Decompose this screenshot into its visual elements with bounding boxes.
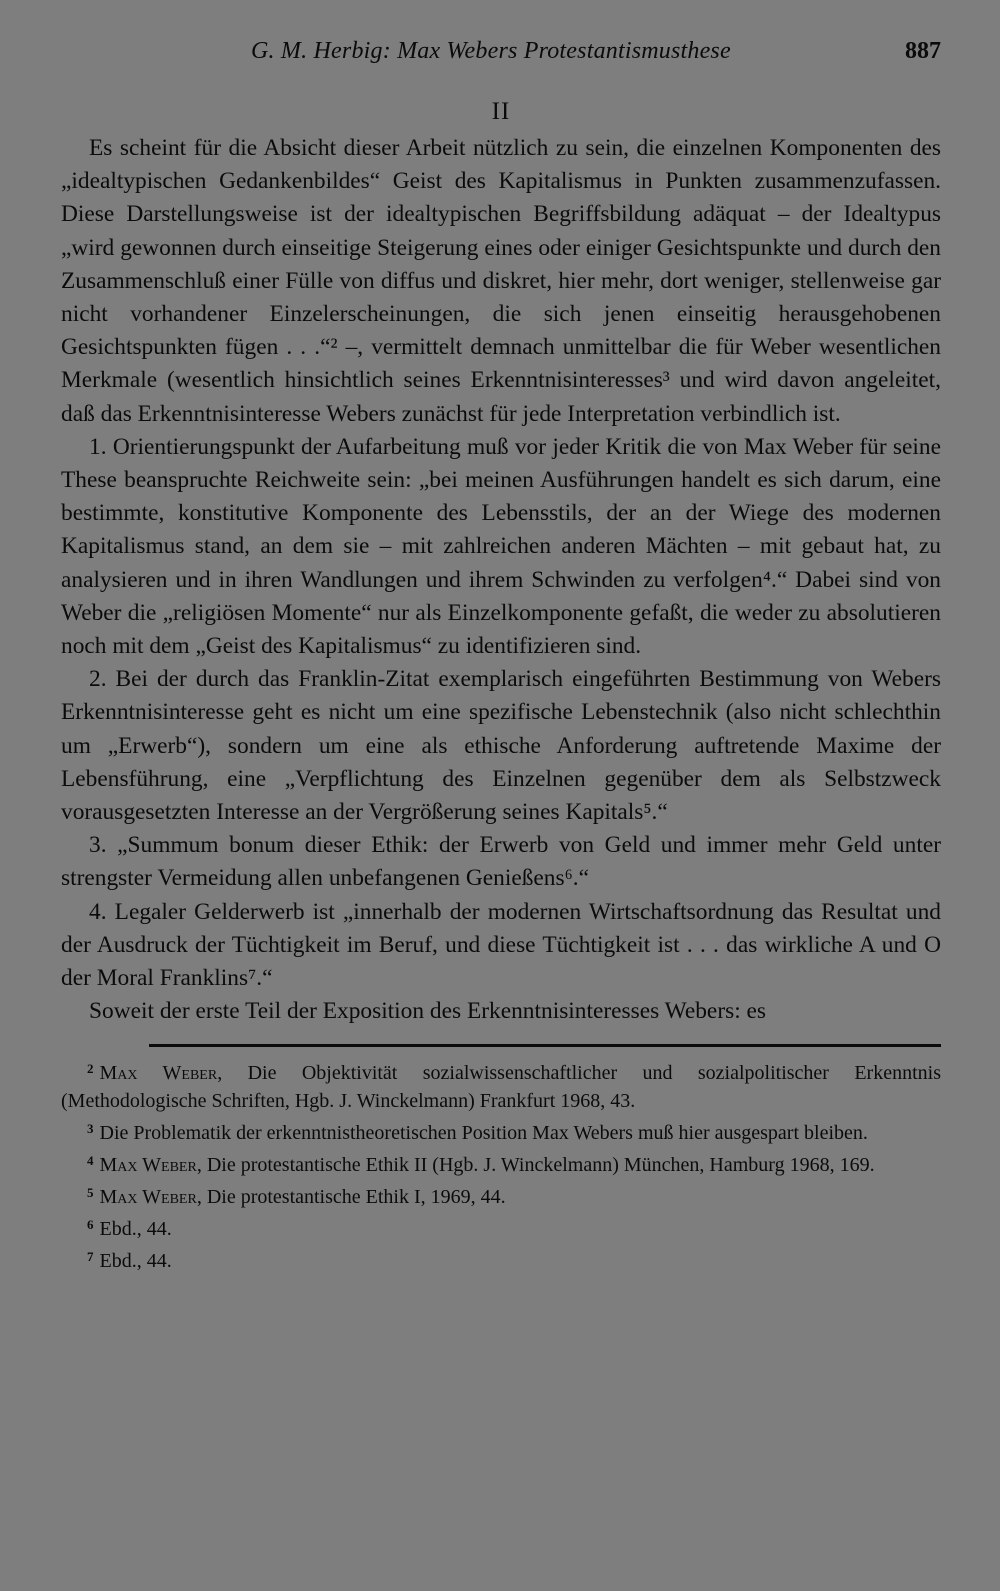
running-head [61, 30, 941, 70]
footnote-text: Ebd., 44. [99, 1249, 172, 1272]
section-heading: II [491, 98, 511, 125]
footnote-text: , Die Objektivität sozialwissenschaftlicher und sozialpolitischer Erkenntnis (Methodologische Schriften, Hgb. J. Winckelmann) Frankfurt 1968, 43. [61, 1062, 941, 1113]
footnote-text: Die Problematik der erkenntnistheoretischen Position Max Webers muß hier ausgespart bleiben. [99, 1122, 868, 1145]
footnote-3 [61, 1115, 941, 1147]
footnotes [61, 1055, 941, 1274]
body-text [61, 132, 941, 1028]
footnote-text: , Die protestantische Ethik I, 1969, 44. [196, 1185, 506, 1208]
footnote-marker: 2 [87, 1061, 94, 1077]
footnote-text: Ebd., 44. [99, 1217, 172, 1240]
running-head-title: G. M. Herbig: Max Webers Protestantismusthese [251, 38, 731, 64]
footnote-6 [61, 1211, 941, 1243]
paragraph-point-4: 4. Legaler Gelderwerb ist „innerhalb der modernen Wirtschaftsordnung das Resultat und der Ausdruck der Tüchtigkeit im Beruf, und diese Tüchtigkeit ist . . . das wirkliche A und O der Moral Franklins⁷.“ [61, 898, 941, 992]
footnote-marker: 7 [87, 1248, 94, 1264]
footnote-marker: 5 [87, 1185, 94, 1201]
book-page [61, 30, 941, 1275]
footnote-2 [61, 1055, 941, 1115]
paragraph-point-1: 1. Orientierungspunkt der Aufarbeitung muß vor jeder Kritik die von Max Weber für seine These beanspruchte Reichweite sein: „bei meinen Ausführungen handelt es sich darum, eine bestimmte, konstitutive Komponente des Lebensstils, der an der Wiege des modernen Kapitalismus stand, an dem sie – mit zahlreichen anderen Mächten – mit gebaut hat, zu analysieren und in ihren Wandlungen und ihrem Schwinden zu verfolgen⁴.“ Dabei sind von Weber die „religiösen Momente“ nur als Einzelkomponente gefaßt, die weder zu absolutieren noch mit dem „Geist des Kapitalismus“ zu identifizieren sind. [61, 433, 941, 660]
footnote-divider [149, 1044, 941, 1047]
paragraph-intro: Es scheint für die Absicht dieser Arbeit nützlich zu sein, die einzelnen Komponenten des „idealtypischen Gedankenbildes“ Geist des Kapitalismus in Punkten zusammenzufassen. Diese Darstellungsweise ist der idealtypischen Begriffsbildung adäquat – der Idealtypus „wird gewonnen durch einseitige Steigerung eines oder einiger Gesichtspunkte und durch den Zusammenschluß einer Fülle von diffus und diskret, hier mehr, dort weniger, stellenweise gar nicht vorhandener Einzelerscheinungen, die sich jenen einseitig herausgehobenen Gesichtspunkten fügen . . .“² –, vermittelt demnach unmittelbar die für Weber wesentlichen Merkmale (wesentlich hinsichtlich seines Erkenntnisinteresses³ und wird davon angeleitet, daß das Erkenntnisinteresse Webers zunächst für jede Interpretation verbindlich ist. [61, 135, 941, 427]
footnote-5 [61, 1179, 941, 1211]
footnote-author: Max Weber [99, 1062, 218, 1085]
footnote-marker: 4 [87, 1153, 94, 1169]
footnote-text: , Die protestantische Ethik II (Hgb. J. Winckelmann) München, Hamburg 1968, 169. [196, 1154, 875, 1177]
footnote-7 [61, 1243, 941, 1275]
footnote-author: Max Weber [99, 1154, 197, 1177]
page-number: 887 [905, 38, 941, 64]
paragraph-point-2: 2. Bei der durch das Franklin-Zitat exemplarisch eingeführten Bestimmung von Webers Erkenntnisinteresse geht es nicht um eine spezifische Lebenstechnik (also nicht schlechthin um „Erwerb“), sondern um eine als ethische Anforderung auftretende Maxime der Lebensführung, eine „Verpflichtung des Einzelnen gegenüber dem als Selbstzweck vorausgesetzten Interesse an der Vergrößerung seines Kapitals⁵.“ [61, 666, 941, 826]
paragraph-point-3: 3. „Summum bonum dieser Ethik: der Erwerb von Geld und immer mehr Geld unter strengster Vermeidung allen unbefangenen Genießens⁶.“ [61, 832, 941, 892]
footnote-marker: 3 [87, 1121, 94, 1137]
footnote-marker: 6 [87, 1216, 94, 1232]
footnote-4 [61, 1147, 941, 1179]
paragraph-continuation: Soweit der erste Teil der Exposition des Erkenntnisinteresses Webers: es [89, 998, 767, 1025]
footnote-author: Max Weber [99, 1185, 197, 1208]
